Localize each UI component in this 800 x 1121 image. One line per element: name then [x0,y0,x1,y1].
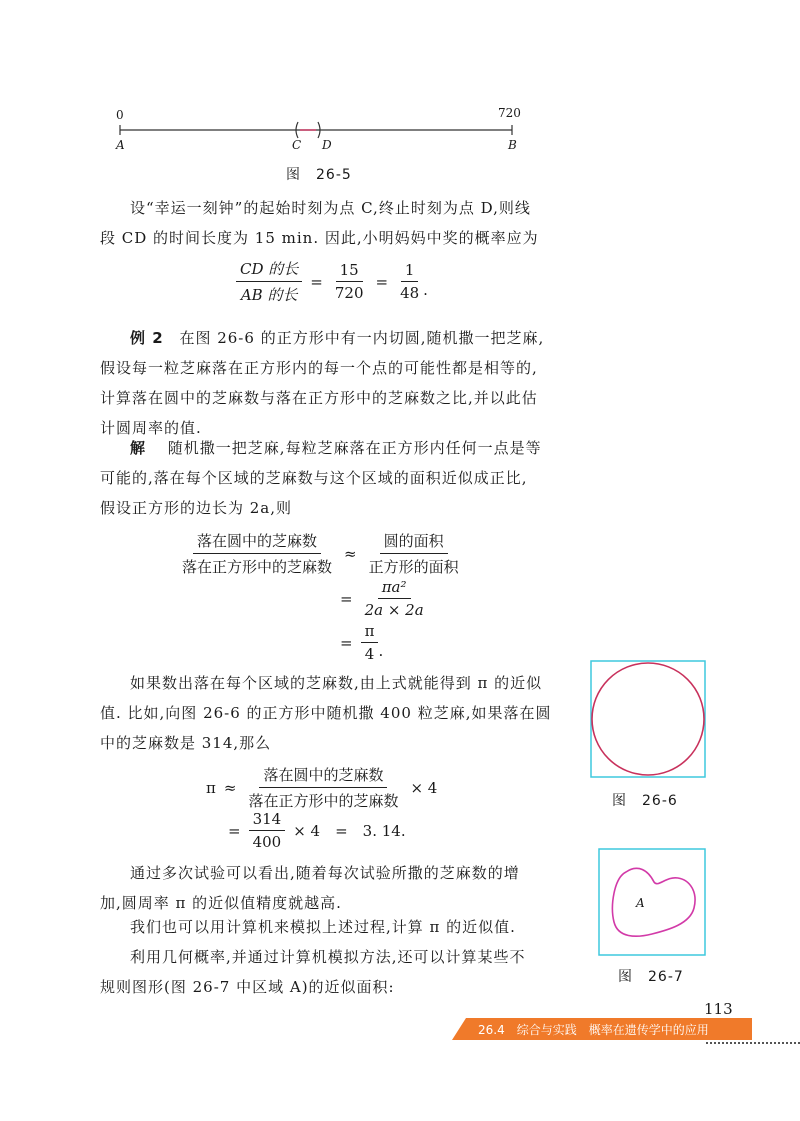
para2-line2: 值. 比如,向图 26-6 的正方形中随机撒 400 粒芝麻,如果落在圆 [100,704,552,722]
fraction-num: 1 [401,261,419,282]
para5-line2: 规则图形(图 26-7 中区域 A)的近似面积: [100,978,395,996]
para5-line1: 利用几何概率,并通过计算机模拟方法,还可以计算某些不 [130,948,526,966]
label-720: 720 [498,106,521,120]
fraction-num: 15 [336,261,363,282]
fraction-areas [365,530,463,577]
fraction-314-400 [249,810,286,851]
footer-banner-text: 26.4 综合与实践 概率在遗传学中的应用 [478,1023,709,1037]
example2-line3: 计算落在圆中的芝麻数与落在正方形中的芝麻数之比,并以此估 [100,389,538,407]
equals-sign: = [310,272,323,291]
example2-text: 在图 26-6 的正方形中有一内切圆,随机撒一把芝麻, [179,329,545,347]
fraction-pia2 [361,578,428,619]
equation-pi-value [228,810,406,851]
footer-banner [452,1018,752,1040]
figure-26-6-caption: 图 26-6 [612,793,678,809]
solution-line2: 可能的,落在每个区域的芝麻数与这个区域的面积近似成正比, [100,469,528,487]
fraction-num: 落在圆中的芝麻数 [193,530,321,554]
example2-line4: 计圆周率的值. [100,419,202,437]
label-d: D [322,138,332,152]
label-c: C [292,138,302,152]
page-number: 113 [704,1000,733,1018]
equals-sign: = [340,633,353,652]
fraction-num: 314 [249,810,286,831]
fraction-den: 落在正方形中的芝麻数 [248,792,399,810]
footer-dots [706,1042,800,1044]
label-zero: 0 [116,108,124,122]
fraction-den: 48 [400,284,420,302]
equals-sign: = [375,272,389,291]
figure-26-7-caption: 图 26-7 [618,969,684,985]
para1-line1: 设“幸运一刻钟”的起始时刻为点 C,终止时刻为点 D,则线 [130,199,531,217]
para2-line3: 中的芝麻数是 314,那么 [100,734,272,752]
fraction-num: 落在圆中的芝麻数 [259,764,387,788]
approx-sign: ≈ [344,544,357,563]
fraction-pi-4 [361,622,379,663]
figure-26-5 [100,100,540,190]
figure-26-7 [598,848,706,956]
equation-step2 [340,578,428,619]
fraction-den: 400 [252,833,282,851]
fraction-den: 落在正方形中的芝麻数 [182,558,333,576]
equals-sign: = [340,589,353,608]
solution-line1 [130,433,542,463]
solution-line3: 假设正方形的边长为 2a,则 [100,499,293,517]
equation-pi-estimate [206,764,437,811]
period: . [423,280,428,299]
number-line [100,100,540,160]
fraction-den: AB 的长 [240,286,298,304]
example2-label: 例 2 [130,329,164,347]
fraction-num: 圆的面积 [380,530,448,554]
figure-26-6 [590,660,706,778]
para3-line2: 加,圆周率 π 的近似值精度就越高. [100,894,342,912]
equals-sign: = [228,821,241,840]
solution-label: 解 [130,439,147,457]
figure-26-5-caption: 图 26-5 [286,167,352,183]
times-four: × 4 [410,778,438,797]
example2-line2: 假设每一粒芝麻落在正方形内的每一个点的可能性都是相等的, [100,359,538,377]
approx-sign: ≈ [223,778,237,797]
para4: 我们也可以用计算机来模拟上述过程,计算 π 的近似值. [130,918,516,936]
period: . [378,641,384,660]
para1-line2: 段 CD 的时间长度为 15 min. 因此,小明妈妈中奖的概率应为 [100,229,539,247]
fraction-15-720 [331,261,368,302]
para2-line1: 如果数出落在每个区域的芝麻数,由上式就能得到 π 的近似 [130,674,543,692]
fraction-num: πa² [378,578,411,599]
fraction-seeds [178,530,336,577]
region-a-label: A [636,896,645,910]
para3-line1: 通过多次试验可以看出,随着每次试验所撒的芝麻数的增 [130,864,520,882]
label-b: B [508,138,517,152]
fraction-den: 正方形的面积 [368,558,459,576]
fraction-cd-ab [236,258,302,305]
label-a: A [116,138,125,152]
result-text: × 4 = 3. 14. [293,822,406,840]
pi-symbol: π [206,778,216,797]
irregular-region [598,848,706,956]
fraction-den: 720 [334,284,364,302]
square-with-circle [590,660,706,778]
equation-probability [236,258,428,305]
example2-line1 [130,323,544,353]
fraction-1-48 [396,261,423,302]
fraction-den: 4 [364,645,375,663]
fraction-num: π [361,622,379,643]
fraction-den: 2a × 2a [364,601,424,619]
fraction-num: CD 的长 [236,258,302,282]
fraction-seeds [244,764,402,811]
solution-text: 随机撒一把芝麻,每粒芝麻落在正方形内任何一点是等 [167,439,542,457]
equation-ratio [178,530,463,577]
equation-step3 [340,622,383,663]
